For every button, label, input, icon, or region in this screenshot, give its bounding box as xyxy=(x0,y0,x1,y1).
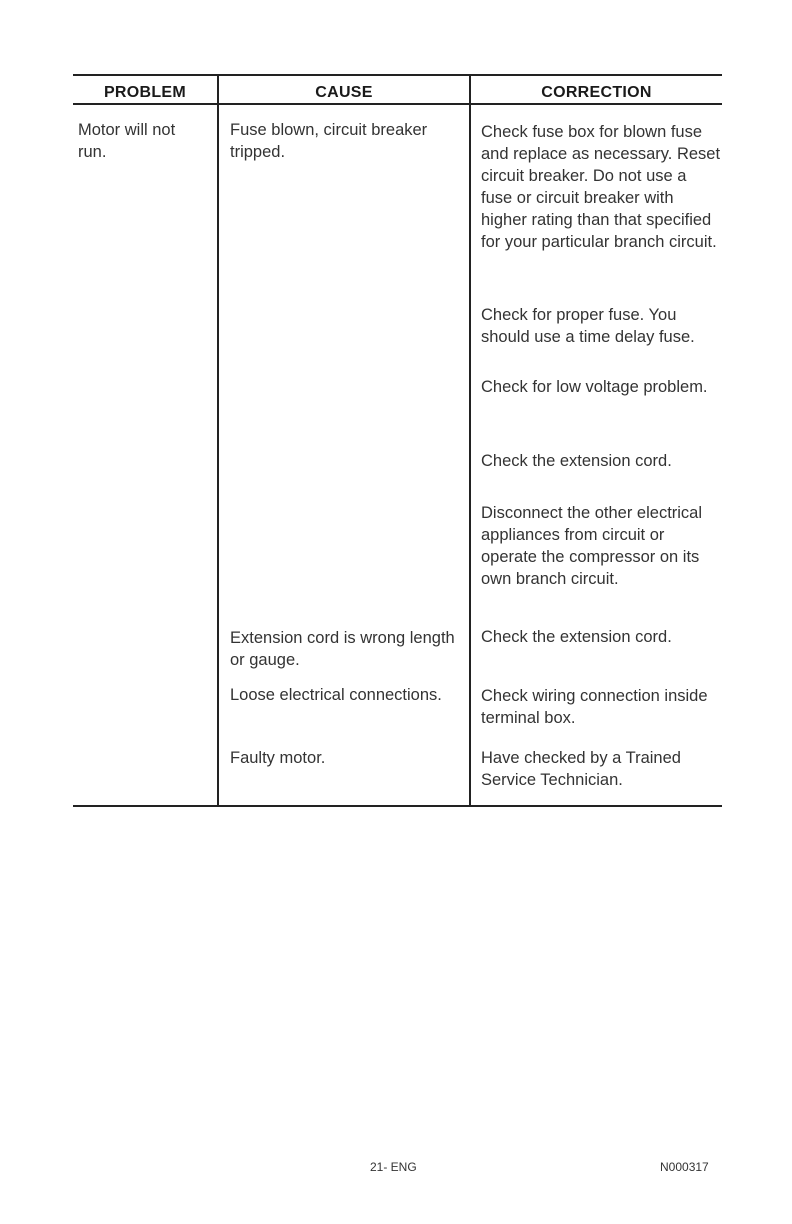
correction-text: Check the extension cord. xyxy=(481,628,672,646)
correction-text: Check the extension cord. xyxy=(481,452,672,470)
page-number: 21- ENG xyxy=(370,1160,417,1174)
cause-text: Faulty motor. xyxy=(230,749,326,767)
column-divider xyxy=(469,76,471,805)
header-problem: PROBLEM xyxy=(103,84,187,101)
correction-text: Check for proper fuse. You should use a time delay fuse. xyxy=(481,306,695,346)
header-divider xyxy=(73,103,722,105)
document-code: N000317 xyxy=(660,1160,709,1174)
correction-text: Check for low voltage problem. xyxy=(481,378,708,396)
problem-text: Motor will not run. xyxy=(78,121,176,161)
cause-text: Loose electrical connections. xyxy=(230,686,442,704)
cause-text: Fuse blown, circuit breaker tripped. xyxy=(230,121,428,161)
correction-text: Have checked by a Trained Service Technician. xyxy=(481,749,681,789)
header-correction: CORRECTION xyxy=(541,84,652,101)
column-divider xyxy=(217,76,219,805)
header-cause: CAUSE xyxy=(315,84,373,101)
correction-text: Disconnect the other electrical appliances from circuit or operate the compressor on its own branch circuit. xyxy=(481,504,703,588)
correction-text: Check wiring connection inside terminal box. xyxy=(481,687,708,727)
cause-text: Extension cord is wrong length or gauge. xyxy=(230,629,455,669)
troubleshooting-table xyxy=(73,74,722,807)
correction-text: Check fuse box for blown fuse and replace as necessary. Reset circuit breaker. Do not use a fuse or circuit breaker with higher rating than that specified for your particular branch circuit. xyxy=(481,123,721,251)
